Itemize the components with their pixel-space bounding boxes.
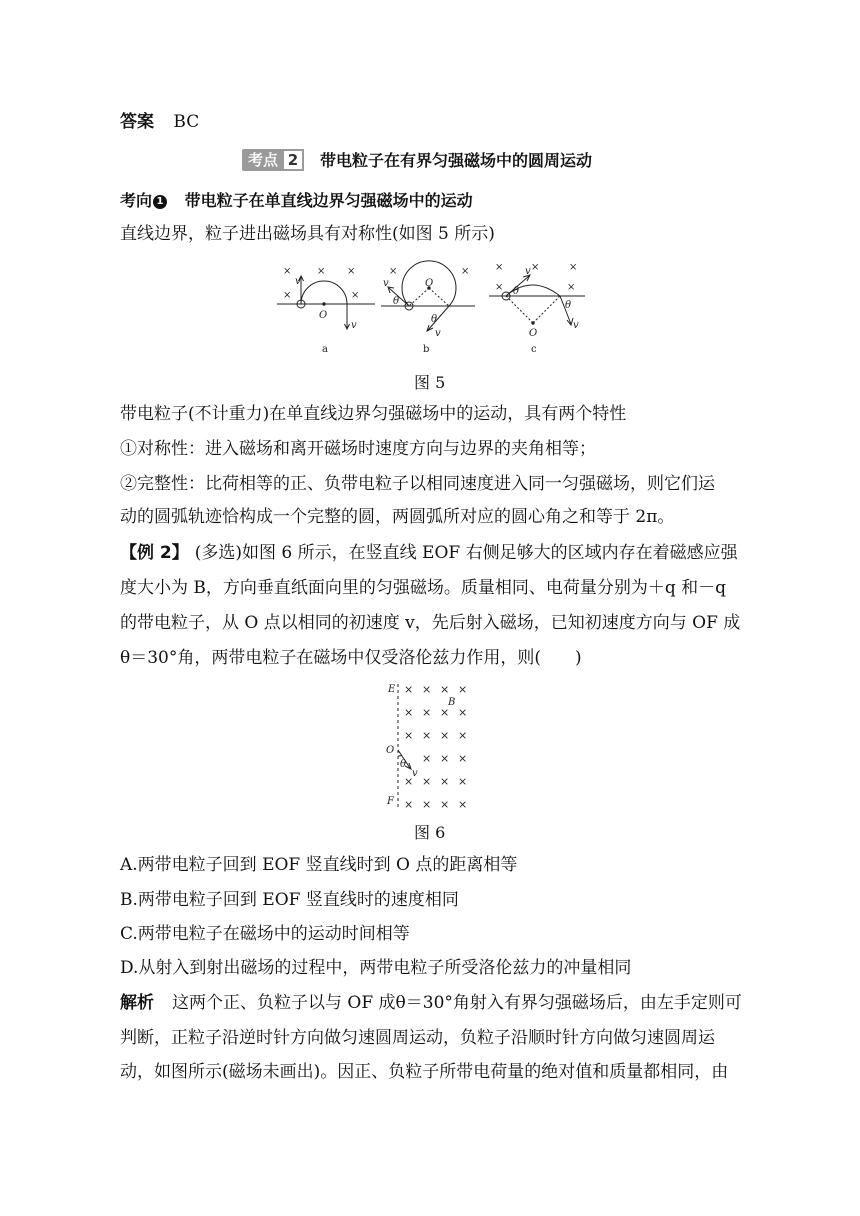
feature-item-2-line-1: ②完整性：比荷相等的正、负带电粒子以相同速度进入同一匀强磁场，则它们运 (120, 474, 715, 494)
fig6-cross: × (404, 775, 414, 788)
figure-5a (277, 276, 375, 329)
fig5-label-c: c (531, 344, 537, 355)
fig6-cross: × (458, 706, 468, 719)
fig6-F: F (387, 796, 394, 807)
answer-line (120, 110, 199, 134)
fig5-cross: × (567, 282, 576, 293)
figure-6 (384, 680, 484, 815)
section-title: 带电粒子在有界匀强磁场中的圆周运动 (320, 151, 593, 170)
features-heading: 带电粒子(不计重力)在单直线边界匀强磁场中的运动，具有两个特性 (120, 404, 627, 424)
fig6-cross: × (404, 683, 414, 696)
analysis-label: 解析 (120, 993, 154, 1013)
fig6-cross: × (440, 752, 450, 765)
section-badge (242, 149, 304, 171)
fig5-label-a: a (322, 344, 328, 355)
fig5-cross: × (495, 282, 504, 293)
fig6-v: v (412, 768, 418, 779)
subsection-label: 考向 (120, 191, 153, 210)
subsection-heading (120, 189, 473, 213)
fig6-cross: × (422, 729, 432, 742)
figure-5 (275, 260, 595, 360)
section-number: 2 (282, 149, 304, 171)
example-line-2: 度大小为 B，方向垂直纸面向里的匀强磁场。质量相同、电荷量分别为＋q 和－q (120, 578, 727, 598)
answer-value: BC (173, 112, 200, 132)
answer-label: 答案 (120, 112, 154, 132)
feature-item-1: ①对称性：进入磁场和离开磁场时速度方向与边界的夹角相等； (120, 439, 596, 459)
analysis-line-3: 动，如图所示(磁场未画出)。因正、负粒子所带电荷量的绝对值和质量都相同，由 (120, 1062, 729, 1082)
fig6-cross: × (458, 729, 468, 742)
fig6-cross: × (440, 729, 450, 742)
fig5-v: v (383, 278, 389, 289)
fig6-cross: × (422, 706, 432, 719)
fig6-cross: × (458, 775, 468, 788)
option-a: A.两带电粒子回到 EOF 竖直线时到 O 点的距离相等 (120, 855, 518, 875)
fig6-cross: × (440, 775, 450, 788)
fig6-cross: × (422, 683, 432, 696)
example-tag: 【例 2】 (120, 543, 189, 563)
fig6-E: E (388, 684, 396, 695)
fig6-O: O (386, 745, 395, 756)
example-text-1: (多选)如图 6 所示，在竖直线 EOF 右侧足够大的区域内存在着磁感应强 (194, 543, 738, 563)
fig6-cross: × (422, 752, 432, 765)
fig5-cross: × (283, 290, 292, 301)
figure-5-caption: 图 5 (414, 373, 446, 392)
fig5-cross: × (495, 262, 504, 273)
fig6-theta: θ (400, 759, 407, 770)
analysis-line-2: 判断，正粒子沿逆时针方向做匀速圆周运动，负粒子沿顺时针方向做匀速圆周运 (120, 1028, 715, 1048)
fig5-O: O (425, 278, 434, 289)
fig6-field-crosses (404, 683, 467, 811)
fig5-v: v (525, 266, 531, 277)
fig6-cross: × (440, 683, 450, 696)
fig5-v: v (435, 328, 441, 339)
subsection-number: 1 (153, 195, 167, 209)
fig5-cross: × (569, 262, 578, 273)
section-badge-text: 考点 (248, 151, 279, 169)
fig5-cross: × (347, 266, 356, 277)
feature-item-2-line-2: 动的圆弧轨迹恰构成一个完整的圆，两圆弧所对应的圆心角之和等于 2π。 (120, 507, 675, 527)
fig5-v: v (351, 320, 357, 331)
fig6-cross: × (404, 798, 414, 811)
fig6-cross: × (458, 798, 468, 811)
fig6-B: B (448, 697, 456, 708)
fig6-cross: × (422, 798, 432, 811)
analysis-text-1: 这两个正、负粒子以与 OF 成θ＝30°角射入有界匀强磁场后，由左手定则可 (172, 993, 742, 1013)
fig5-theta: θ (565, 300, 572, 311)
fig5-cross: × (531, 262, 540, 273)
fig6-cross: × (440, 798, 450, 811)
option-c: C.两带电粒子在磁场中的运动时间相等 (120, 924, 410, 944)
fig6-cross: × (440, 706, 450, 719)
fig5-O: O (529, 328, 538, 339)
option-d: D.从射入到射出磁场的过程中，两带电粒子所受洛伦兹力的冲量相同 (120, 958, 632, 978)
fig5-v: v (573, 320, 579, 331)
section-heading (242, 148, 592, 171)
example-line-3: 的带电粒子，从 O 点以相同的初速度 v，先后射入磁场，已知初速度方向与 OF 成 (120, 613, 741, 633)
subsection-title: 带电粒子在单直线边界匀强磁场中的运动 (184, 191, 473, 210)
fig5-v: v (295, 276, 301, 287)
fig5-theta: θ (513, 286, 520, 297)
fig6-cross: × (404, 706, 414, 719)
figure-6-caption: 图 6 (414, 823, 446, 842)
fig5-O: O (319, 310, 328, 321)
fig6-cross: × (404, 729, 414, 742)
option-b: B.两带电粒子回到 EOF 竖直线时的速度相同 (120, 890, 459, 910)
fig5-label-b: b (423, 344, 430, 355)
fig5-cross: × (351, 290, 360, 301)
fig5-cross: × (283, 266, 292, 277)
fig5-cross: × (389, 266, 398, 277)
fig6-cross: × (458, 752, 468, 765)
fig6-cross: × (422, 775, 432, 788)
fig5-cross: × (317, 266, 326, 277)
figure-5-labels (283, 262, 579, 355)
example-line-1 (120, 541, 738, 565)
example-line-4: θ＝30°角，两带电粒子在磁场中仅受洛伦兹力作用，则( ) (120, 648, 582, 668)
fig6-cross: × (458, 683, 468, 696)
fig5-cross: × (461, 266, 470, 277)
analysis-line-1 (120, 991, 742, 1015)
fig5-theta: θ (393, 296, 400, 307)
fig5-theta: θ (431, 314, 438, 325)
intro-text: 直线边界，粒子进出磁场具有对称性(如图 5 所示) (120, 224, 495, 244)
